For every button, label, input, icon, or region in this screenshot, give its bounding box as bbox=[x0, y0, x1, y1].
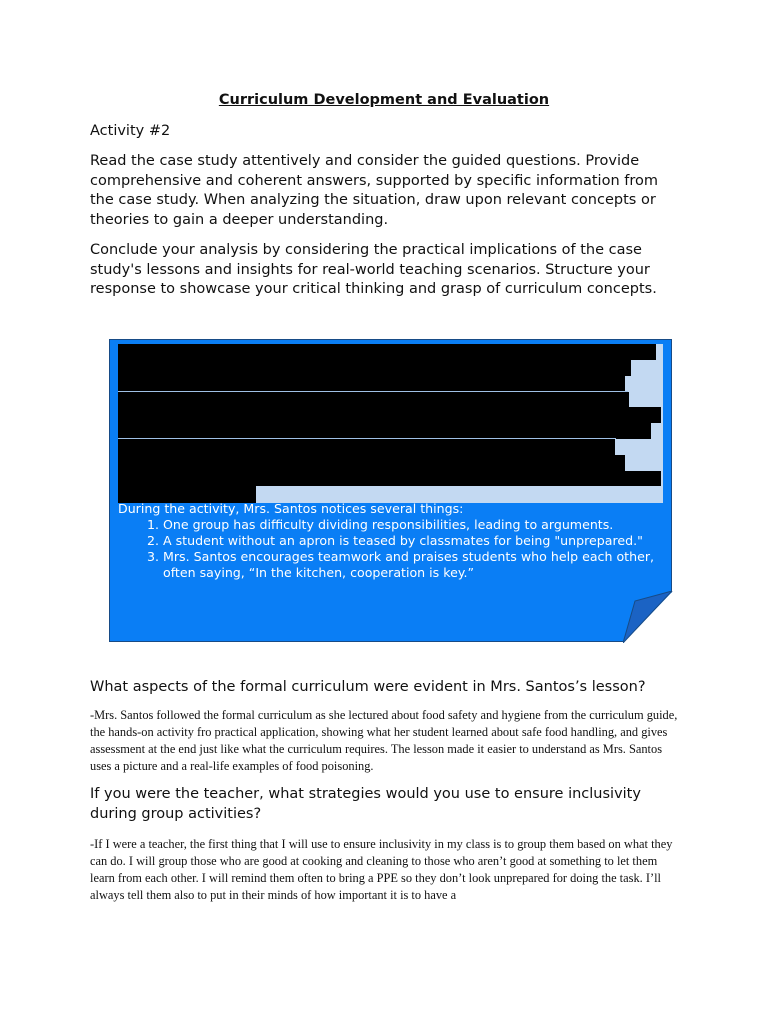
instructions-paragraph: Read the case study attentively and consider the guided questions. Provide comprehensive and coherent answers, supported by specific information from the case study. When analyzing the situation, draw upon relevant concepts or theories to gain a deeper understanding. bbox=[90, 153, 658, 228]
question-2: If you were the teacher, what strategies would you use to ensure inclusivity during group activities? bbox=[90, 786, 641, 822]
observations-list bbox=[118, 517, 663, 581]
document-title: Curriculum Development and Evaluation bbox=[218, 92, 550, 108]
list-item: 2. A student without an apron is teased by classmates for being "unprepared." bbox=[163, 533, 663, 549]
case-intro: During the activity, Mrs. Santos notices several things: bbox=[118, 501, 464, 516]
list-item: 3. Mrs. Santos encourages teamwork and praises students who help each other, often saying, “In the kitchen, cooperation is key.” bbox=[163, 549, 663, 581]
divider-line bbox=[118, 438, 616, 439]
page-fold-corner bbox=[623, 591, 673, 643]
divider-line bbox=[118, 391, 628, 392]
list-item: 1. One group has difficulty dividing responsibilities, leading to arguments. bbox=[163, 517, 663, 533]
question-1: What aspects of the formal curriculum were evident in Mrs. Santos’s lesson? bbox=[90, 679, 646, 695]
answer-1: -Mrs. Santos followed the formal curriculum as she lectured about food safety and hygiene from the curriculum guide, the hands-on activity fro practical application, showing what her student learned about safe food handling, and gives assessment at the end just like what the curriculum requires. The lesson made it easier to understand as Mrs. Santos uses a picture and a real-life examples of food poisoning. bbox=[90, 708, 678, 773]
answer-2: -If I were a teacher, the first thing that I will use to ensure inclusivity in my class is to group them based on what they can do. I will group those who are good at cooking and cleaning to those who aren’t good at something to let them learn from each other. I will remind them often to bring a PPE so they don’t look unprepared for doing the task. I’ll always tell them also to put in their minds of how important it is to have a bbox=[90, 837, 673, 902]
activity-label: Activity #2 bbox=[90, 123, 171, 139]
conclusion-paragraph: Conclude your analysis by considering the practical implications of the case study's lessons and insights for real-world teaching scenarios. Structure your response to showcase your critical thinking and grasp of curriculum concepts. bbox=[90, 242, 657, 298]
redacted-text-block bbox=[118, 344, 663, 503]
case-study-visible-text bbox=[118, 501, 663, 588]
